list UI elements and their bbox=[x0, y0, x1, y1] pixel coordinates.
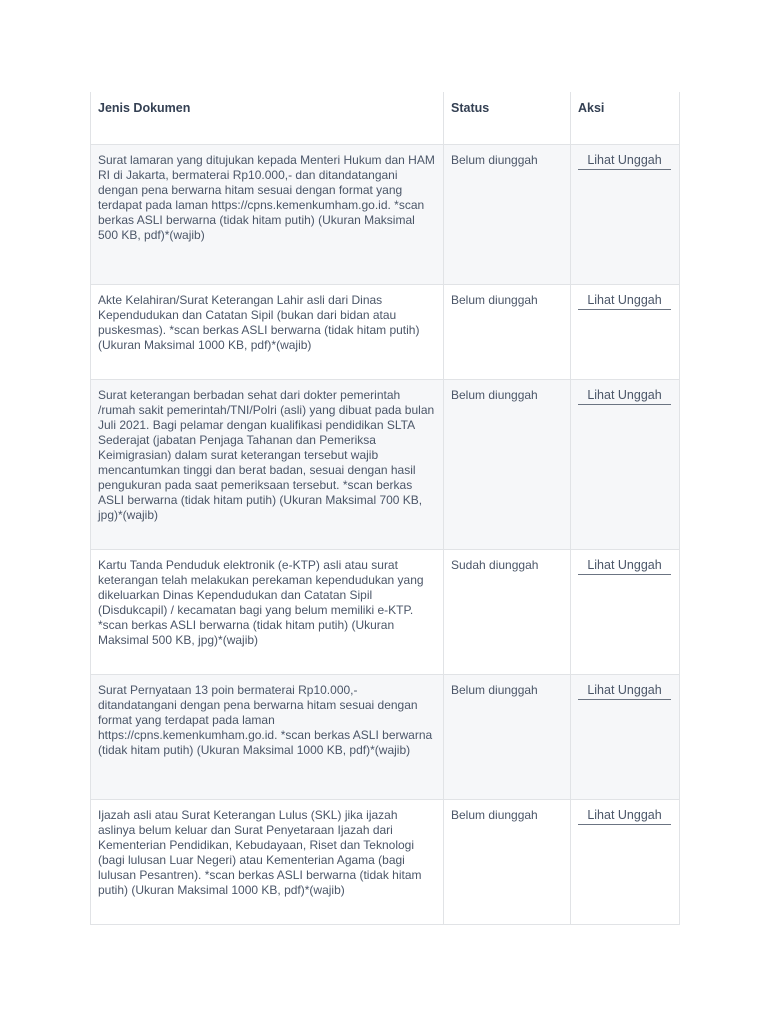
view-upload-link[interactable]: Lihat Unggah bbox=[578, 153, 671, 170]
action-cell bbox=[571, 549, 680, 674]
view-upload-link[interactable]: Lihat Unggah bbox=[578, 808, 671, 825]
header-action: Aksi bbox=[571, 92, 680, 144]
upload-status: Belum diunggah bbox=[444, 674, 571, 799]
view-upload-link[interactable]: Lihat Unggah bbox=[578, 293, 671, 310]
view-upload-link[interactable]: Lihat Unggah bbox=[578, 388, 671, 405]
view-upload-link[interactable]: Lihat Unggah bbox=[578, 683, 671, 700]
action-cell bbox=[571, 379, 680, 549]
upload-status: Belum diunggah bbox=[444, 799, 571, 924]
document-upload-table bbox=[90, 92, 680, 925]
header-document-type: Jenis Dokumen bbox=[91, 92, 444, 144]
table-row bbox=[91, 284, 680, 379]
document-description: Surat Pernyataan 13 poin bermaterai Rp10.000,- ditandatangani dengan pena berwarna hitam sesuai dengan format yang terdapat pada laman https://cpns.kemenkumham.go.id. *scan berkas ASLI berwarna (tidak hitam putih) (Ukuran Maksimal 1000 KB, pdf)*(wajib) bbox=[91, 674, 444, 799]
document-description: Surat lamaran yang ditujukan kepada Menteri Hukum dan HAM RI di Jakarta, bermaterai Rp10.000,- dan ditandatangani dengan pena berwarna hitam sesuai dengan format yang terdapat pada laman https://cpns.kemenkumham.go.id. *scan berkas ASLI berwarna (tidak hitam putih) (Ukuran Maksimal 500 KB, pdf)*(wajib) bbox=[91, 144, 444, 284]
table-row bbox=[91, 549, 680, 674]
table-row bbox=[91, 674, 680, 799]
upload-status: Sudah diunggah bbox=[444, 549, 571, 674]
upload-status: Belum diunggah bbox=[444, 144, 571, 284]
action-cell bbox=[571, 799, 680, 924]
action-cell bbox=[571, 284, 680, 379]
upload-status: Belum diunggah bbox=[444, 379, 571, 549]
upload-status: Belum diunggah bbox=[444, 284, 571, 379]
table-row bbox=[91, 379, 680, 549]
document-description: Ijazah asli atau Surat Keterangan Lulus (SKL) jika ijazah aslinya belum keluar dan Surat Penyetaraan Ijazah dari Kementerian Pendidikan, Kebudayaan, Riset dan Teknologi (bagi lulusan Luar Negeri) atau Kementerian Agama (bagi lulusan Pesantren). *scan berkas ASLI berwarna (tidak hitam putih) (Ukuran Maksimal 1000 KB, pdf)*(wajib) bbox=[91, 799, 444, 924]
view-upload-link[interactable]: Lihat Unggah bbox=[578, 558, 671, 575]
action-cell bbox=[571, 144, 680, 284]
table-row bbox=[91, 144, 680, 284]
document-description: Kartu Tanda Penduduk elektronik (e-KTP) asli atau surat keterangan telah melakukan perekaman kependudukan yang dikeluarkan Dinas Kependudukan dan Catatan Sipil (Disdukcapil) / kecamatan bagi yang belum memiliki e-KTP. *scan berkas ASLI berwarna (tidak hitam putih) (Ukuran Maksimal 500 KB, jpg)*(wajib) bbox=[91, 549, 444, 674]
document-description: Akte Kelahiran/Surat Keterangan Lahir asli dari Dinas Kependudukan dan Catatan Sipil (bukan dari bidan atau puskesmas). *scan berkas ASLI berwarna (tidak hitam putih) (Ukuran Maksimal 1000 KB, pdf)*(wajib) bbox=[91, 284, 444, 379]
document-description: Surat keterangan berbadan sehat dari dokter pemerintah /rumah sakit pemerintah/TNI/Polri (asli) yang dibuat pada bulan Juli 2021. Bagi pelamar dengan kualifikasi pendidikan SLTA Sederajat (jabatan Penjaga Tahanan dan Pemeriksa Keimigrasian) dalam surat keterangan tersebut wajib mencantumkan tinggi dan berat badan, sesuai dengan hasil pengukuran pada saat pemeriksaan tersebut. *scan berkas ASLI berwarna (tidak hitam putih) (Ukuran Maksimal 700 KB, jpg)*(wajib) bbox=[91, 379, 444, 549]
table-row bbox=[91, 799, 680, 924]
action-cell bbox=[571, 674, 680, 799]
header-status: Status bbox=[444, 92, 571, 144]
table-header-row bbox=[91, 92, 680, 144]
